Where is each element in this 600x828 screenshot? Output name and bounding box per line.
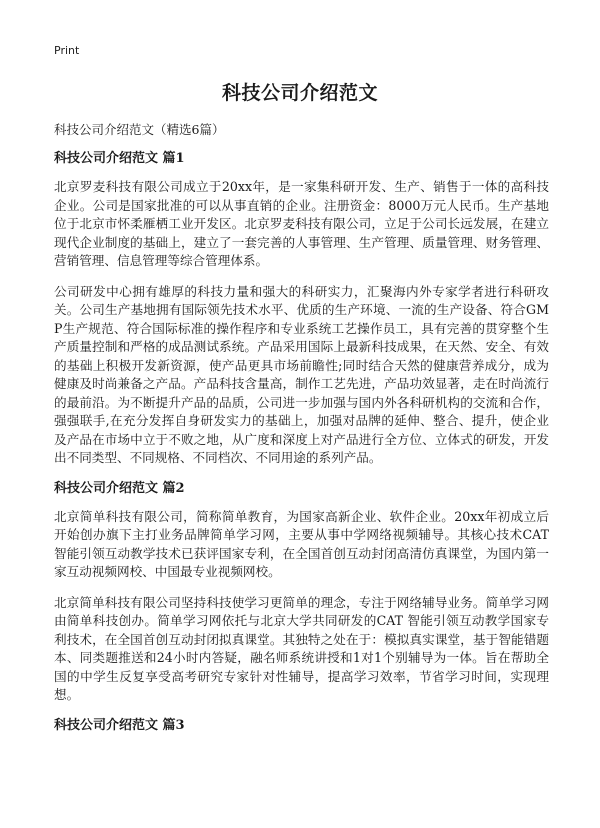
page-title: 科技公司介绍范文 [221, 82, 378, 104]
print-link[interactable]: Print [54, 44, 80, 57]
section-3 [54, 717, 549, 735]
paragraph: 北京罗麦科技有限公司成立于20xx年，是一家集科研开发、生产、销售于一体的高科技企业。公司是国家批准的可以从事直销的企业。注册资金：8000万元人民币。生产基地位于北京市怀柔雁栖工业开发区。北京罗麦科技有限公司，立足于公司长远发展，在建立现代企业制度的基础上，建立了一套完善的人事管理、生产管理、质量管理、财务管理、营销管理、信息管理等综合管理体系。 [54, 179, 549, 268]
document-body [54, 150, 549, 745]
paragraph: 北京简单科技有限公司坚持科技使学习更简单的理念，专注于网络辅导业务。简单学习网由简单科技创办。简单学习网依托与北京大学共同研发的CAT 智能引领互动教学国家专利技术，在全国首创互动封闭拟真课堂。其独特之处在于：模拟真实课堂，基于智能错题本、同类题推送和24小时内答疑，融名师系统讲授和1对1个别辅导为一体。旨在帮助全国的中学生反复享受高考研究专家针对性辅导，提高学习效率，节省学习时间，实现理想。 [54, 594, 549, 702]
paragraph: 公司研发中心拥有雄厚的科技力量和强大的科研实力，汇聚海内外专家学者进行科研攻关。公司生产基地拥有国际领先技术水平、优质的生产环境、一流的生产设备、符合GMP生产规范、符合国际标准的操作程序和专业系统工艺操作员工，具有完善的贯穿整个生产质量控制和严格的成品测试系统。产品采用国际上最新科技成果，在天然、安全、有效的基础上积极开发新资源，使产品更具市场前瞻性;同时结合天然的健康营养成分，成为健康及时尚兼备之产品。产品科技含量高，制作工艺先进，产品功效显著，走在时尚流行的最前沿。为不断提升产品的品质，公司进一步加强与国内外各科研机构的交流和合作，强强联手,在充分发挥自身研发实力的基础上，加强对品牌的延伸、整合、提升，使企业及产品在市场中立于不败之地，从广度和深度上对产品进行全方位、立体式的研发，开发出不同类型、不同规格、不同档次、不同用途的系列产品。 [54, 283, 549, 465]
section-heading: 科技公司介绍范文 篇3 [54, 717, 185, 733]
section-2 [54, 480, 549, 705]
section-heading: 科技公司介绍范文 篇1 [54, 151, 185, 166]
document-subtitle: 科技公司介绍范文（精选6篇） [54, 122, 225, 137]
section-heading: 科技公司介绍范文 篇2 [54, 480, 185, 496]
section-1 [54, 150, 549, 468]
paragraph: 北京简单科技有限公司，简称简单教育，为国家高新企业、软件企业。20xx年初成立后开始创办旗下主打业务品牌简单学习网，主要从事中学网络视频辅导。其核心技术CAT 智能引领互动教学技术已获评国家专利，在全国首创互动封闭高清仿真课堂，为国内第一家互动视频网校、中国最专业视频网校。 [54, 508, 549, 579]
